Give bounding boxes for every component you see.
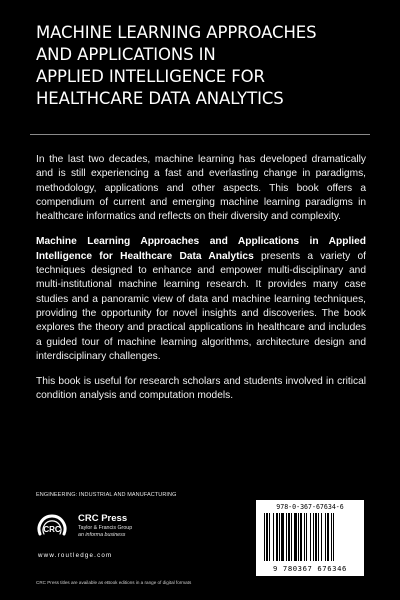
barcode-digits: 9 780367 676346 (273, 564, 347, 573)
title-divider (30, 134, 370, 135)
isbn-number: 978-0-367-67634-6 (276, 503, 344, 511)
subject-category: ENGINEERING: INDUSTRIAL AND MANUFACTURING (36, 492, 177, 498)
crc-logo-text: CRC (43, 525, 61, 534)
ebook-footnote: CRC Press titles are available as eBook editions in a range of digital formats (36, 580, 192, 585)
publisher-group: Taylor & Francis Group (78, 525, 133, 531)
crc-press-logo-icon (36, 512, 70, 542)
book-title (36, 22, 376, 110)
description-paragraph-1: In the last two decades, machine learning has developed dramatically and is still experiencing a fast and everlasting change in paradigms, methodology, applications and other aspects. This book offers a compendium of current and emerging machine learning paradigms in healthcare informatics and reflects on their diversity and complexity. (36, 154, 366, 223)
title-line-2: AND APPLICATIONS IN (36, 45, 216, 64)
publisher-name: CRC Press (78, 513, 128, 524)
title-line-1: MACHINE LEARNING APPROACHES (36, 23, 317, 42)
description (36, 153, 366, 415)
publisher-url: www.routledge.com (38, 552, 113, 559)
barcode-bars-icon (264, 513, 356, 561)
title-line-3: APPLIED INTELLIGENCE FOR (36, 67, 265, 86)
title-line-4: HEALTHCARE DATA ANALYTICS (36, 89, 284, 108)
description-paragraph-2 (36, 235, 366, 364)
description-paragraph-2-text: presents a variety of techniques designed to enhance and empower multi-disciplinary and multi-institutional machine learning research. It provides many case studies and a panoramic view of data and machine learning techniques, providing the opportunity for novel insights and discoveries. The book explores the theory and practical applications in healthcare and includes a guided tour of machine learning algorithms, architecture design and interdisciplinary challenges. (36, 250, 366, 362)
publisher-business: an informa business (78, 532, 126, 538)
description-bold-title: Machine Learning Approaches and Applications in Applied Intelligence for Healthcare Data Analytics (36, 236, 366, 262)
publisher-block (36, 512, 186, 562)
description-paragraph-3: This book is useful for research scholars and students involved in critical condition analysis and computation models. (36, 376, 366, 402)
isbn-barcode (256, 500, 364, 576)
